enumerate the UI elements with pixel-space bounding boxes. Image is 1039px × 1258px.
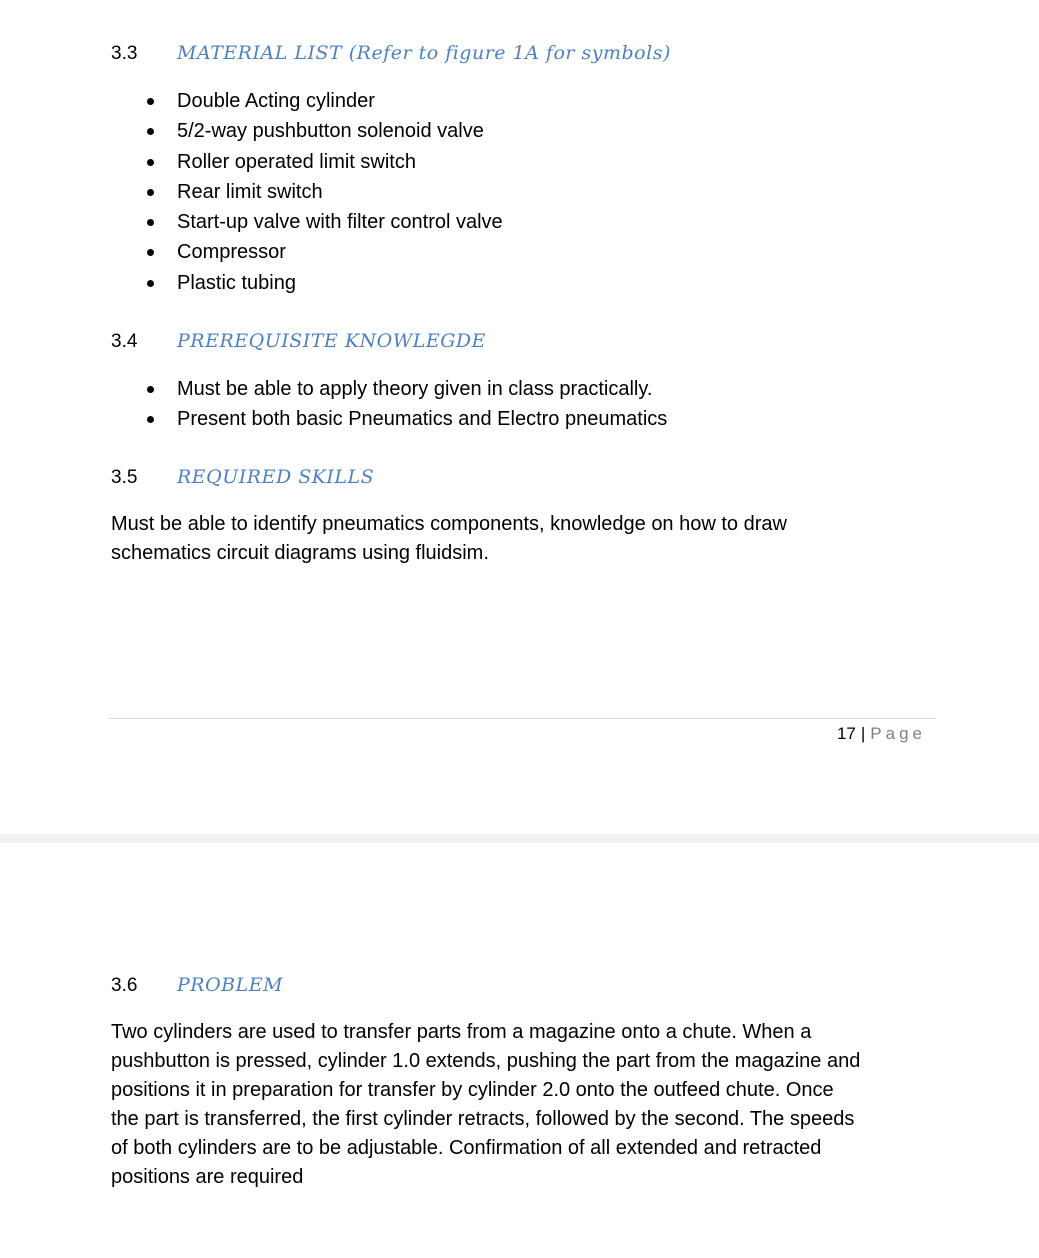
paragraph-line: Two cylinders are used to transfer parts from a magazine onto a chute. When a [111, 1021, 812, 1043]
document-page-17: 3.3 MATERIAL LIST (Refer to figure 1A for symbols) Double Acting cylinder 5/2-way pushbutton solenoid valve Roller operated limit switch Rear limit switch Start-up valve with filter control valve Compressor Plastic tubing 3.4 PREREQUISITE KNOWLEGDE Must be able to apply theory given in class practically. Present both basic Pneumatics and Electro pneumatics 3.5 REQUIRED SKILLS Must be able to identify pneumatics components, knowledge on how to draw schematics circuit diagrams using fluidsim. 17 | Page [0, 0, 1039, 834]
section-heading-required-skills [111, 464, 374, 490]
document-page-18 [0, 843, 1039, 1258]
footer-divider [108, 718, 935, 719]
bullet-icon [147, 386, 154, 393]
section-heading-material-list [111, 40, 671, 66]
page-label: Page [870, 724, 926, 743]
section-heading-prerequisite [111, 328, 486, 354]
paragraph-line: schematics circuit diagrams using fluidsim. [111, 542, 489, 564]
paragraph-line: positions are required [111, 1166, 304, 1188]
bullet-icon [147, 280, 154, 287]
bullet-icon [147, 189, 154, 196]
paragraph-line: pushbutton is pressed, cylinder 1.0 extends, pushing the part from the magazine and [111, 1050, 861, 1072]
section-title: PROBLEM [177, 974, 284, 996]
required-skills-paragraph [111, 510, 787, 568]
section-number: 3.5 [111, 467, 138, 488]
bullet-icon [147, 98, 154, 105]
section-heading-problem [111, 972, 283, 998]
section-title: PREREQUISITE KNOWLEGDE [177, 330, 487, 352]
page-separator [0, 834, 1039, 843]
bullet-icon [147, 219, 154, 226]
section-title: REQUIRED SKILLS [177, 466, 375, 488]
bullet-icon [147, 159, 154, 166]
paragraph-line: of both cylinders are to be adjustable. Confirmation of all extended and retracted [111, 1137, 822, 1159]
paragraph-line: the part is transferred, the first cylinder retracts, followed by the second. The speeds [111, 1108, 855, 1130]
bullet-icon [147, 249, 154, 256]
footer-separator: | [860, 724, 866, 743]
paragraph-line: Must be able to identify pneumatics components, knowledge on how to draw [111, 513, 787, 535]
section-number: 3.4 [111, 331, 138, 352]
bullet-icon [147, 416, 154, 423]
section-number: 3.6 [111, 975, 138, 996]
section-title: MATERIAL LIST (Refer to figure 1A for symbols) [177, 42, 671, 64]
section-number: 3.3 [111, 43, 138, 64]
paragraph-line: positions it in preparation for transfer by cylinder 2.0 onto the outfeed chute. Once [111, 1079, 834, 1101]
bullet-icon [147, 128, 154, 135]
page-footer [837, 723, 926, 745]
problem-paragraph [111, 1018, 860, 1192]
page-number: 17 [836, 724, 856, 743]
